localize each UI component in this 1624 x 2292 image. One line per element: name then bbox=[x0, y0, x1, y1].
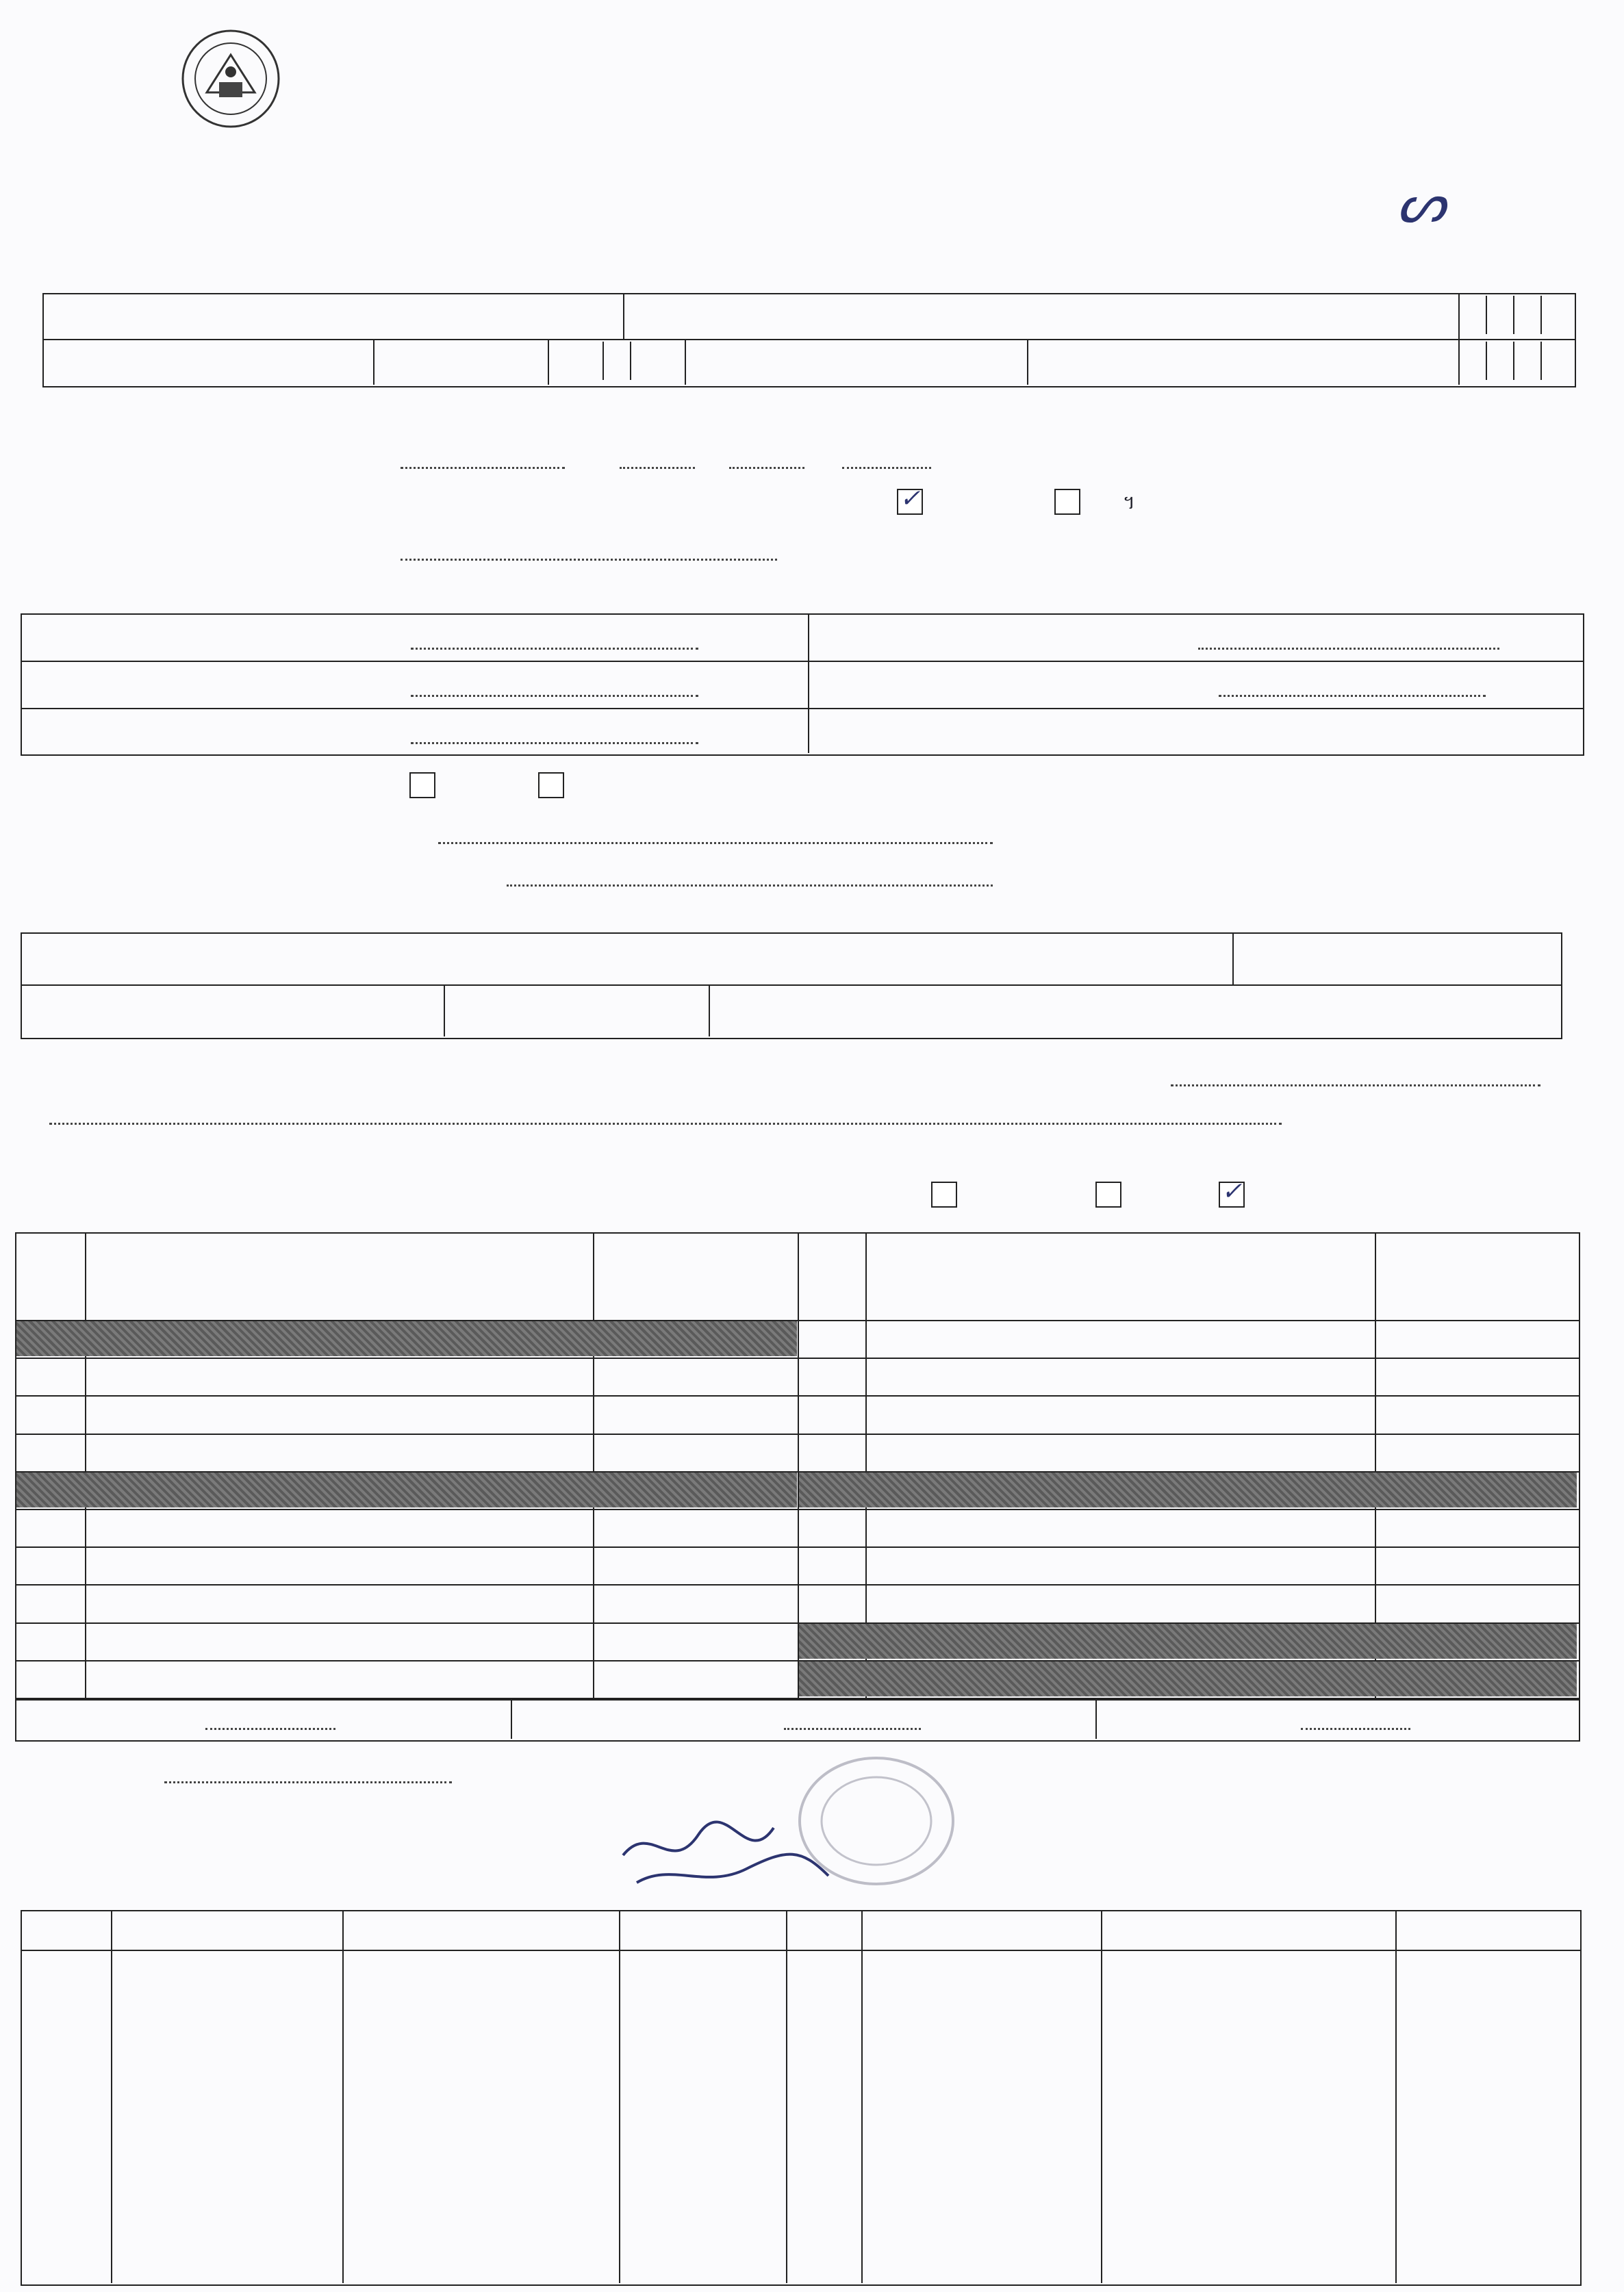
site-code-digit bbox=[1513, 296, 1542, 334]
commune-code-digit bbox=[1513, 342, 1542, 380]
site-code-digit bbox=[1486, 296, 1514, 334]
seal-changed-checkbox[interactable] bbox=[1054, 489, 1080, 515]
province-code-digit bbox=[630, 342, 659, 380]
seal-intact-checkbox[interactable]: ✓ bbox=[897, 489, 923, 515]
totals-row bbox=[15, 1698, 1580, 1742]
shaded-row bbox=[16, 1321, 797, 1356]
official-stamp-icon bbox=[794, 1753, 959, 1889]
site-code-digit bbox=[1540, 296, 1569, 334]
province-code-digit bbox=[602, 342, 631, 380]
shaded-row bbox=[799, 1473, 1577, 1507]
corner-signature: ᔕ bbox=[1397, 171, 1446, 235]
shaded-row bbox=[16, 1473, 797, 1507]
shaded-row bbox=[799, 1624, 1577, 1659]
commune-code-digit bbox=[1486, 342, 1514, 380]
figures-table bbox=[21, 613, 1584, 756]
shaded-row bbox=[799, 1661, 1577, 1696]
seal-end: ។ bbox=[1123, 492, 1135, 513]
three-sheet-checkbox[interactable]: ✓ bbox=[1219, 1182, 1245, 1208]
discrepancy-no-checkbox[interactable] bbox=[538, 772, 564, 798]
commission-seal-icon bbox=[179, 27, 282, 130]
one-sheet-checkbox[interactable] bbox=[931, 1182, 957, 1208]
commune-code-digit bbox=[1540, 342, 1569, 380]
discrepancy-yes-checkbox[interactable] bbox=[409, 772, 435, 798]
two-sheet-checkbox[interactable] bbox=[1095, 1182, 1121, 1208]
site-code-digit bbox=[1458, 296, 1487, 334]
witness-table bbox=[21, 1910, 1582, 2286]
section-1-table bbox=[42, 293, 1576, 387]
complaints-table bbox=[21, 932, 1562, 1039]
